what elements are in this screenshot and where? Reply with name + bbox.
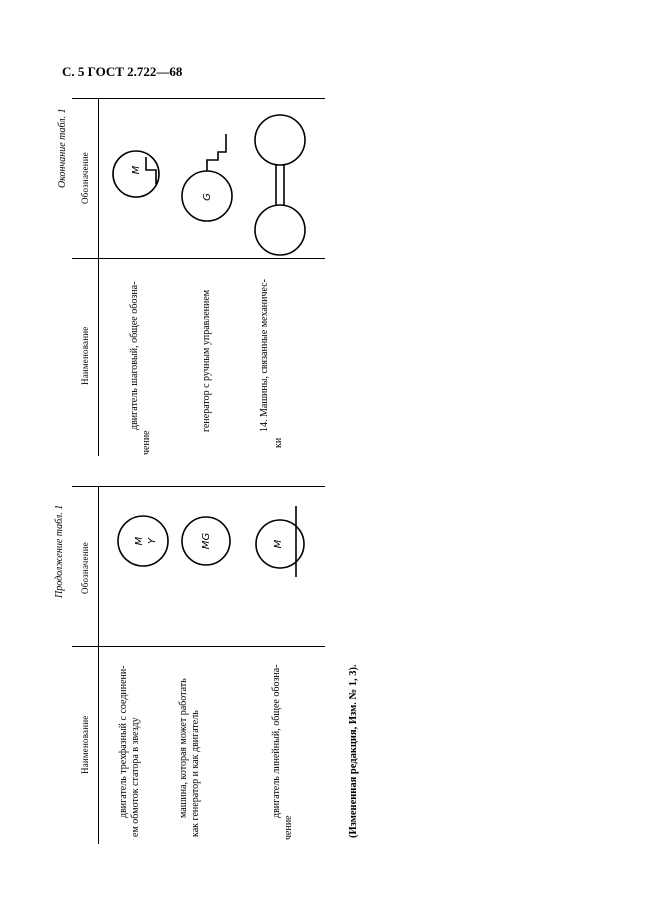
manual-generator-symbol-label: G	[202, 193, 213, 201]
manual-generator-symbol	[182, 134, 232, 221]
lower-row-1-line-1: двигатель трехфазный с соединени-	[118, 665, 129, 818]
lower-row-2-line-2: как генератор и как двигатель	[190, 710, 201, 837]
motor-generator-symbol	[182, 517, 230, 565]
lower-row-2-line-1: машина, которая может работать	[178, 678, 189, 818]
upper-row-1-line-1: двигатель шаговый, общее обозна-	[129, 281, 140, 430]
three-phase-star-motor-symbol	[118, 516, 168, 566]
upper-row-2-line-1: генератор с ручным управлением	[201, 289, 212, 432]
lower-col-symbol-header: Обозначение	[80, 542, 90, 594]
amendment-note: (Измененная редакция, Изм. № 1, 3).	[348, 664, 359, 838]
lower-row-3-line-1: двигатель линейный, общее обозна-	[271, 664, 282, 818]
lower-table-caption: Продолжение табл. 1	[54, 504, 65, 598]
lower-row-1-line-2: ем обмоток статора в звезду	[130, 717, 141, 837]
upper-row-3-line-2: ки	[273, 437, 284, 448]
linear-motor-symbol	[256, 506, 304, 577]
lower-row-3-line-2: чение	[283, 815, 294, 840]
coupled-machines-symbol	[255, 115, 305, 255]
upper-col-name-header: Наименование	[80, 326, 90, 385]
three-phase-motor-label-y: Y	[147, 537, 158, 545]
upper-table-caption: Окончание табл. 1	[57, 108, 68, 188]
stepper-motor-symbol	[113, 151, 159, 197]
page-header: С. 5 ГОСТ 2.722—68	[62, 64, 183, 79]
three-phase-motor-label-m: M	[134, 536, 145, 546]
linear-motor-symbol-label: M	[273, 539, 284, 549]
upper-row-3-line-1: 14. Машины, связанные механичес-	[259, 279, 270, 432]
upper-col-symbol-header: Обозначение	[80, 152, 90, 204]
stepper-motor-symbol-label: M	[131, 165, 142, 175]
upper-row-1-line-2: чение	[141, 430, 152, 455]
motor-generator-symbol-label: MG	[201, 532, 212, 550]
lower-col-name-header: Наименование	[80, 715, 90, 774]
